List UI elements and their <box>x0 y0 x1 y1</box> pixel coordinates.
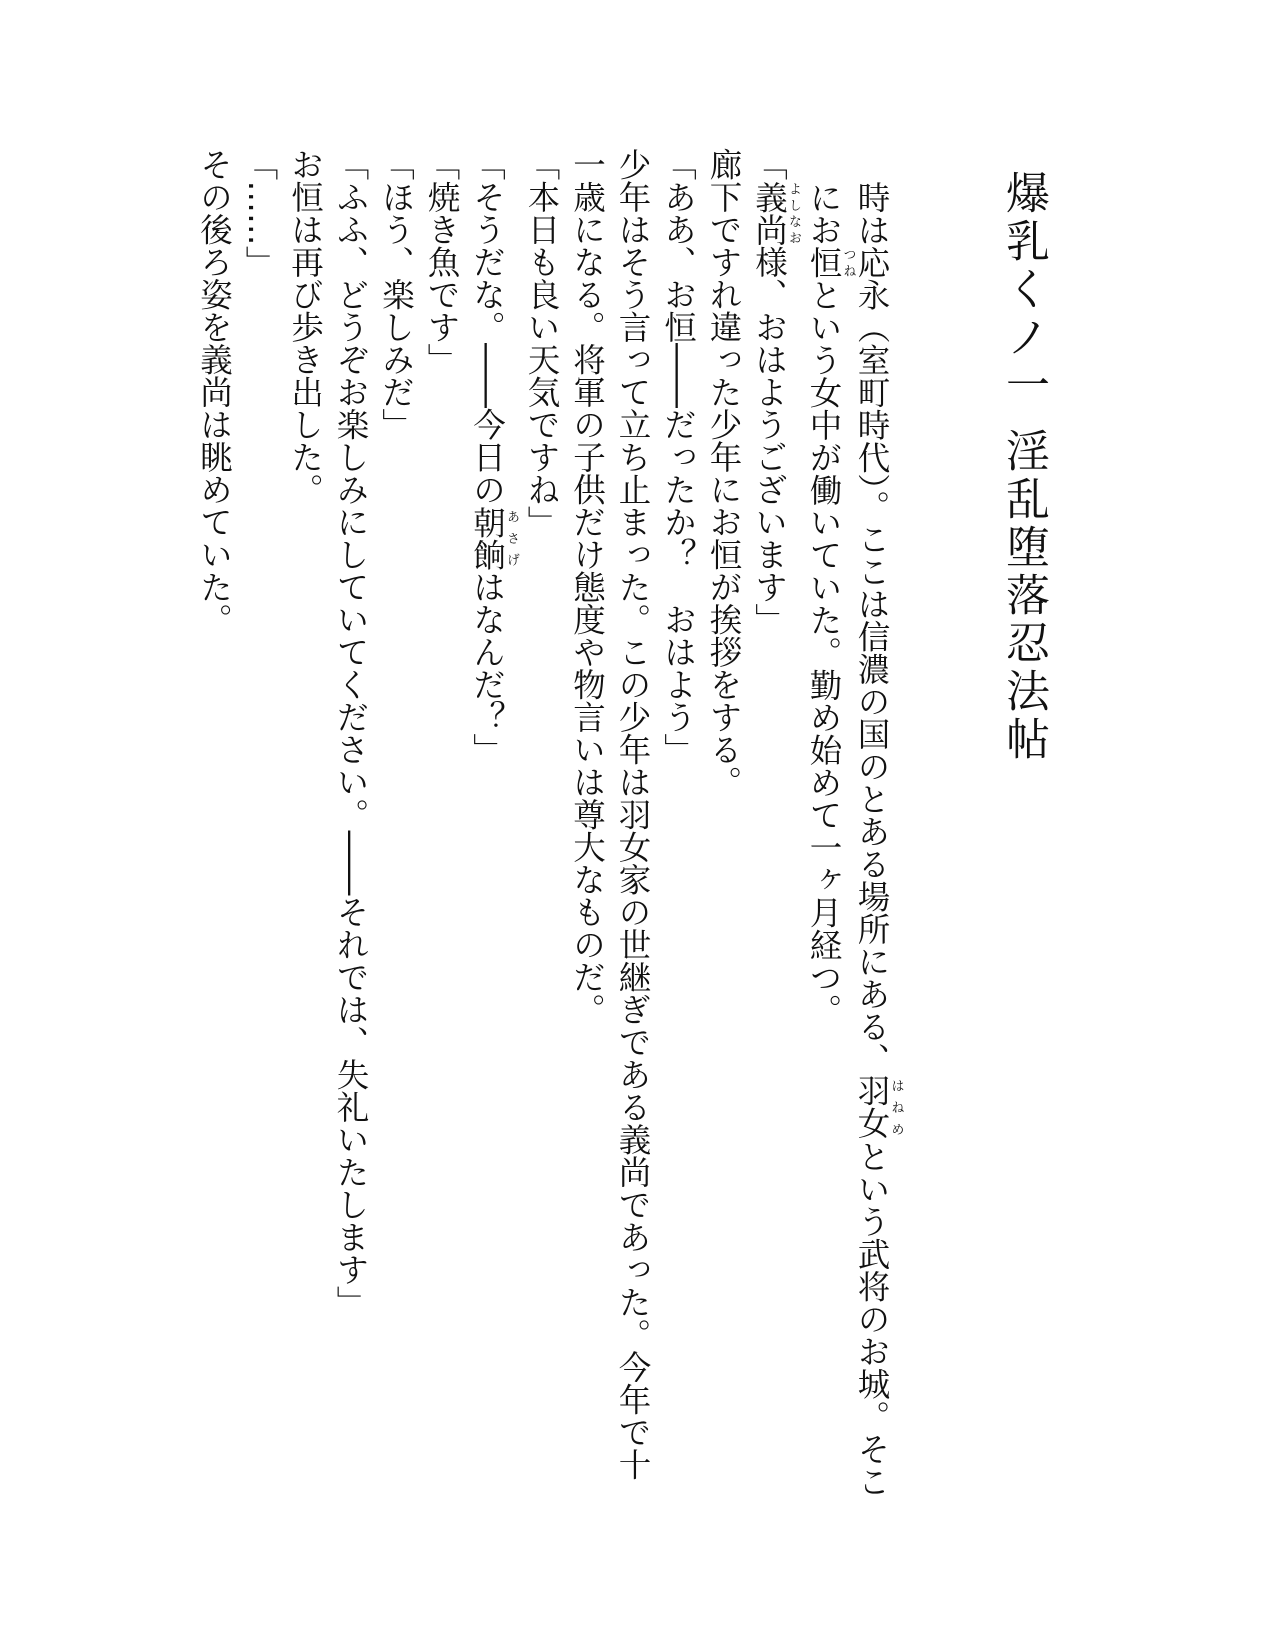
ruby-base: 朝餉 <box>468 505 507 571</box>
ruby-reading: よしなお <box>786 180 801 246</box>
text-segment: 廊下ですれ違った少年にお恒が挨拶をする。 <box>705 148 743 798</box>
text-segment: お恒は再び歩き出した。 <box>286 148 325 506</box>
text-segment: 様、おはようございます」 <box>750 245 789 636</box>
text-segment: という武将のお城。そこに <box>805 180 891 1497</box>
paragraph <box>519 148 565 1508</box>
ruby-annotation <box>853 1074 904 1140</box>
ruby-reading: つね <box>840 245 856 278</box>
paragraph <box>464 148 519 1508</box>
ruby-annotation <box>468 505 519 571</box>
document-title: 爆乳くノ一 淫乱堕落忍法帖 <box>998 170 1049 764</box>
ruby-base: 義尚 <box>750 180 789 246</box>
text-segment: という女中が働いていた。勤め始めて一ヶ月経つ。 <box>805 278 843 1026</box>
text-segment: 少年はそう言って立ち止まった。この少年は羽女家の世継ぎである義尚であった。今年で十一歳になる。将軍の子供だけ態度や物言いは尊大なものだ。 <box>568 148 652 1481</box>
text-segment: 「ほう、楽しみだ」 <box>377 148 416 441</box>
text-segment: 「ああ、お恒――だったか？ おはよう」 <box>659 148 698 766</box>
paragraph <box>191 148 237 1508</box>
paragraph <box>237 148 283 1508</box>
text-segment: 「そうだな。――今日の <box>468 148 507 506</box>
paragraph <box>746 148 801 1508</box>
document-body <box>191 148 903 1508</box>
paragraph <box>655 148 701 1508</box>
ruby-base: 恒 <box>805 245 843 278</box>
text-segment: その後ろ姿を義尚は眺めていた。 <box>195 148 234 636</box>
paragraph <box>373 148 419 1508</box>
paragraph <box>419 148 465 1508</box>
text-segment: 「焼き魚です」 <box>423 148 461 376</box>
paragraph <box>701 148 747 1508</box>
ruby-annotation <box>750 180 801 246</box>
paragraph <box>282 148 328 1508</box>
paragraph <box>328 148 374 1508</box>
text-segment: 「……」 <box>241 148 279 278</box>
paragraph <box>801 148 904 1508</box>
text-segment: お <box>805 213 843 246</box>
ruby-reading: あさげ <box>504 505 519 571</box>
paragraph <box>564 148 655 1508</box>
ruby-annotation <box>805 245 856 279</box>
ruby-reading: はねめ <box>888 1074 904 1140</box>
text-segment: 時は応永（室町時代）。ここは信濃の国のとある場所にある、 <box>853 180 891 1075</box>
text-segment: 「 <box>750 148 789 181</box>
text-segment: 「本日も良い天気ですね」 <box>523 148 561 538</box>
text-segment: 「ふふ、どうぞお楽しみにしていてください。――それでは、失礼いたします」 <box>332 148 370 1318</box>
text-segment: はなんだ？」 <box>468 570 507 766</box>
ruby-base: 羽女 <box>853 1074 891 1140</box>
